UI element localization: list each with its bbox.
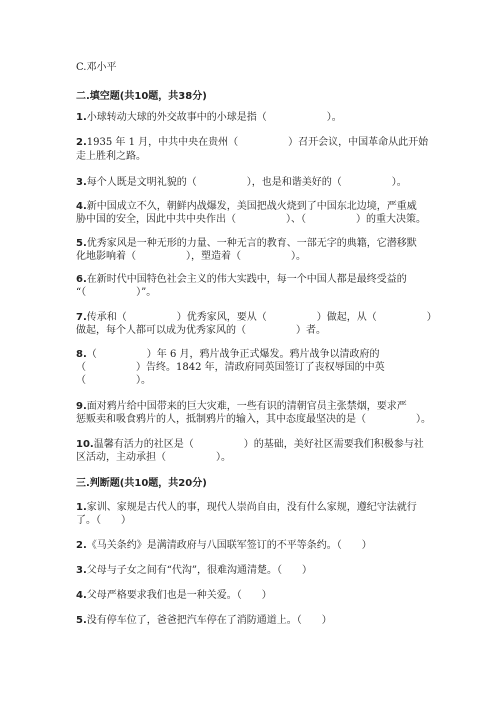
question-text: 父母严格要求我们也是一种关爱。（ ）	[86, 590, 272, 601]
question-text: 面对鸦片给中国带来的巨大灾难，一些有识的清朝官员主张禁烟，要求严	[86, 401, 407, 412]
question-number: 4.	[76, 201, 87, 212]
question-2-8	[76, 348, 380, 361]
question-3-3	[76, 564, 312, 577]
question-2-7	[76, 311, 437, 324]
question-3-5	[76, 614, 332, 627]
question-2-2	[76, 136, 428, 149]
question-number: 5.	[76, 238, 87, 249]
question-3-1	[76, 501, 417, 514]
question-2-8-cont1: （ ）告终。1842 年，清政府同英国签订了丧权辱国的中英	[76, 362, 385, 373]
question-2-8-cont2: （ ）。	[76, 375, 151, 386]
question-number: 5.	[76, 615, 87, 626]
question-text: 在新时代中国特色社会主义的伟大实践中，每一个中国人都是最终受益的	[86, 274, 407, 285]
question-number: 2.	[76, 540, 87, 551]
question-number: 3.	[76, 177, 87, 188]
question-text: 1935 年 1 月，中共中央在贵州（ ）召开会议，中国革命从此开始	[86, 137, 429, 148]
question-2-5	[76, 237, 417, 250]
question-text: 家训、家规是古代人的事，现代人崇尚自由，没有什么家规，遵纪守法就行	[86, 502, 417, 513]
question-text: 《马关条约》是满清政府与八国联军签订的不平等条约。（ ）	[86, 540, 372, 551]
question-2-4	[76, 200, 417, 213]
question-2-6	[76, 273, 407, 286]
question-number: 6.	[76, 274, 87, 285]
question-2-9	[76, 400, 407, 413]
question-number: 2.	[76, 137, 87, 148]
question-number: 7.	[76, 312, 87, 323]
question-2-3	[76, 176, 407, 189]
question-2-5-cont: 化地影响着（ ），塑造着（ ）。	[76, 251, 306, 262]
question-2-6-cont: “（ ）”。	[76, 287, 157, 298]
question-number: 1.	[76, 112, 87, 123]
question-3-1-cont: 了。（ ）	[76, 515, 131, 526]
question-text: 父母与子女之间有“代沟”，很难沟通清楚。（ ）	[86, 565, 312, 576]
question-2-2-cont: 走上胜利之路。	[76, 151, 146, 162]
section-title-fill-blank: 二.填空题(共10题，共38分)	[76, 91, 207, 102]
question-text: 温馨有活力的社区是（ ）的基础，美好社区需要我们积极参与社	[93, 439, 424, 450]
question-number: 4.	[76, 590, 87, 601]
question-text: 优秀家风是一种无形的力量、一种无言的教育、一部无字的典籍，它潜移默	[86, 238, 417, 249]
question-number: 9.	[76, 401, 87, 412]
question-number: 8.	[76, 349, 87, 360]
question-number: 10.	[76, 439, 94, 450]
question-text: 没有停车位了，爸爸把汽车停在了消防通道上。（ ）	[86, 615, 332, 626]
question-text: 小球转动大球的外交故事中的小球是指（ ）。	[86, 112, 342, 123]
option-c: C.邓小平	[76, 62, 117, 73]
question-3-4	[76, 589, 272, 602]
question-text: 传承和（ ）优秀家风，要从（ ）做起，从（ ）	[86, 312, 437, 323]
question-3-2	[76, 539, 372, 552]
question-text: （ ）年 6 月，鸦片战争正式爆发。鸦片战争以清政府的	[86, 349, 380, 360]
question-2-9-cont: 惩贩卖和吸食鸦片的人，抵制鸦片的输入，其中态度最坚决的是（ ）。	[76, 414, 431, 425]
question-2-10	[76, 438, 424, 451]
question-2-1	[76, 111, 342, 124]
question-2-7-cont: 做起，每个人都可以成为优秀家风的（ ）者。	[76, 325, 326, 336]
question-2-10-cont: 区活动，主动承担（ ）。	[76, 452, 231, 463]
question-number: 3.	[76, 565, 87, 576]
question-text: 新中国成立不久，朝鲜内战爆发，美国把战火烧到了中国东北边境，严重威	[86, 201, 417, 212]
question-2-4-cont: 胁中国的安全，因此中共中央作出（ ）、（ ）的重大决策。	[76, 214, 426, 225]
question-number: 1.	[76, 502, 87, 513]
question-text: 每个人既是文明礼貌的（ ），也是和谐美好的（ ）。	[86, 177, 407, 188]
section-title-true-false: 三.判断题(共10题，共20分)	[76, 478, 207, 489]
